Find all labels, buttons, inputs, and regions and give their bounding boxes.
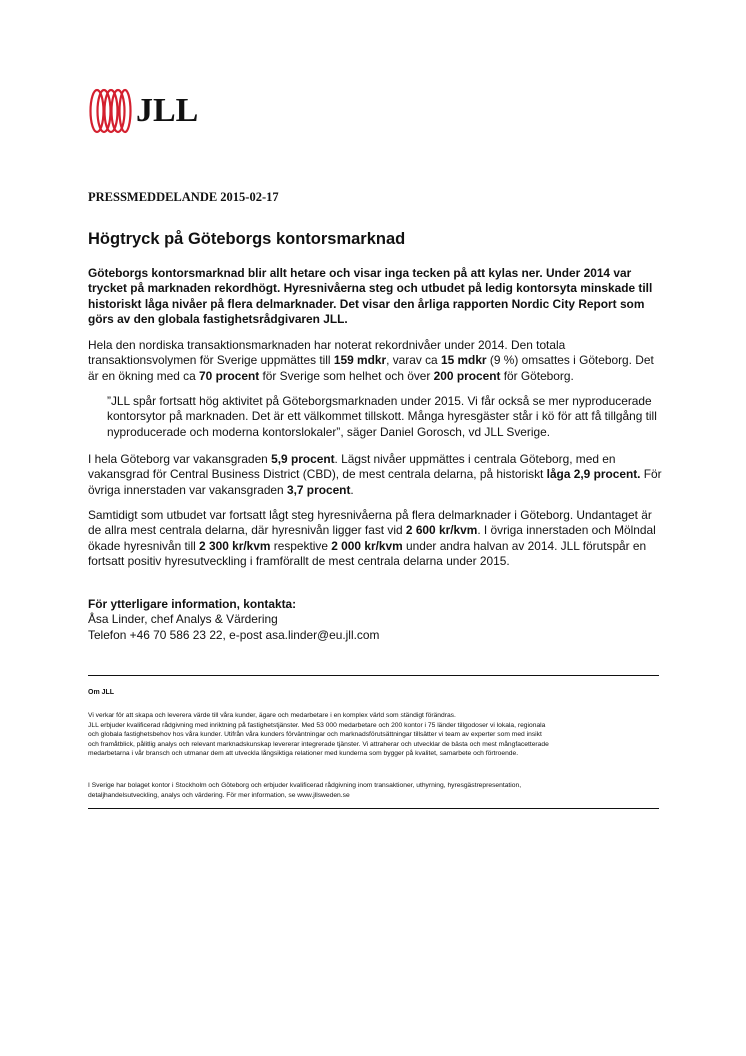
about-line: I Sverige har bolaget kontor i Stockholm och Göteborg och erbjuder kvalificerad rådgivning inom transaktioner, uthyrning, hyresgästrepresentation, — [88, 782, 522, 789]
contact-name: Åsa Linder, chef Analys & Värdering — [88, 612, 278, 627]
contact-phone-email: Telefon +46 70 586 23 22, e-post asa.linder@eu.jll.com — [88, 627, 380, 642]
emphasis: 70 procent — [199, 368, 260, 383]
paragraph-rents — [88, 508, 663, 570]
lead-paragraph: Göteborgs kontorsmarknad blir allt hetare och visar inga tecken på att kylas ner. Under 2014 var trycket på marknaden rekordhögt. Hyresnivåerna steg och utbudet på ledig kontorsyta minskade till historiskt låga nivåer på flera delmarknader. Det visar den årliga rapporten Nordic City Report som görs av den globala fastighetsrådgivaren JLL. — [88, 266, 653, 327]
text: Hela den nordiska transaktionsmarknaden har noterat rekordnivåer under 2014. Den totala transaktionsvolymen för Sverige uppmättes till — [88, 338, 566, 368]
text: (9 %) omsattes i Göteborg. Det är en ökning med ca — [88, 353, 654, 383]
text: I hela Göteborg var vakansgraden — [88, 452, 272, 466]
about-line: Vi verkar för att skapa och leverera värde till våra kunder, ägare och medarbetare i en komplex värld som ständigt förändras. — [88, 712, 456, 719]
about-paragraph-1 — [88, 711, 663, 759]
emphasis: 200 procent — [433, 368, 501, 383]
jll-helix-icon — [88, 88, 132, 134]
text: respektive — [270, 538, 332, 553]
emphasis: 2 600 kr/kvm — [405, 523, 478, 538]
logo-wordmark: JLL — [136, 92, 199, 129]
text: Samtidigt som utbudet var fortsatt lågt steg hyresnivåerna på flera delmarknader i Göteborg. Undantaget är de allra mest centrala delarna, där hyresnivån ligger fast vid — [88, 508, 652, 538]
paragraph-transactions — [88, 338, 663, 384]
about-line: JLL erbjuder kvalificerad rådgivning med inriktning på fastighetstjänster. Med 53 000 medarbetare och 200 kontor i 75 länder tillgodoser vi lokala, regionala — [88, 721, 546, 729]
about-line: och framåtblick, pålitlig analys och relevant marknadskunskap levererar integrerade tjänster. Vi attraherar och utvecklar de bästa och mest mångfacetterade — [88, 740, 549, 748]
text: under andra halvan av 2014. JLL förutspår en fortsatt positiv hyresutveckling i framförallt de mest centrala delarna under 2015. — [88, 538, 647, 569]
text: . I övriga innerstaden och Mölndal ökade hyresnivån till — [88, 523, 656, 553]
paragraph-vacancy — [88, 452, 663, 498]
page-title: Högtryck på Göteborgs kontorsmarknad — [88, 230, 406, 248]
text: . — [350, 482, 354, 497]
text: för Sverige som helhet och över — [259, 368, 434, 383]
emphasis: 2 000 kr/kvm — [331, 538, 403, 553]
contact-heading: För ytterligare information, kontakta: — [88, 597, 297, 611]
emphasis: 3,7 procent — [286, 482, 351, 497]
text: För övriga innerstaden var vakansgraden — [88, 467, 662, 497]
about-line: detaljhandelsutveckling, analys och värdering. För mer information, se www.jllsweden.se — [88, 791, 350, 799]
emphasis: låga 2,9 procent. — [546, 467, 641, 482]
text: . Lägst nivåer uppmättes i centrala Göteborg, med en vakansgrad för Central Business District (CBD), de mest centrala delarna, på historiskt — [88, 452, 616, 482]
about-heading: Om JLL — [88, 689, 115, 696]
about-line: medarbetarna i vår bransch och utmanar dem att utveckla långsiktiga relationer med kunderna som bygger på kvalitet, samarbete och förtroende. — [88, 750, 519, 757]
divider — [88, 675, 659, 676]
jll-logo — [88, 88, 198, 134]
emphasis: 15 mdkr — [440, 353, 487, 368]
contact-block — [88, 597, 379, 643]
about-line: och globala fastighetsbehov hos våra kunder. Utifrån våra kunders förväntningar och marknadsförutsättningar tillsätter vi team av experter som med insikt — [88, 731, 542, 738]
divider — [88, 808, 659, 809]
text: , varav ca — [386, 353, 441, 368]
press-release-label: PRESSMEDDELANDE 2015-02-17 — [88, 190, 279, 204]
quote-paragraph: ”JLL spår fortsatt hög aktivitet på Göteborgsmarknaden under 2015. Vi får också se mer nyproducerade kontorsytor på marknaden. Det är ett välkommet tillskott. Många hyresgäster står i kö för att få tillgång till nyproducerade och moderna kontorslokaler”, säger Daniel Gorosch, vd JLL Sverige. — [107, 394, 657, 439]
about-paragraph-2 — [88, 781, 663, 800]
text: för Göteborg. — [500, 368, 574, 383]
emphasis: 5,9 procent — [271, 452, 335, 466]
emphasis: 2 300 kr/kvm — [199, 538, 271, 553]
emphasis: 159 mdkr — [333, 353, 387, 368]
